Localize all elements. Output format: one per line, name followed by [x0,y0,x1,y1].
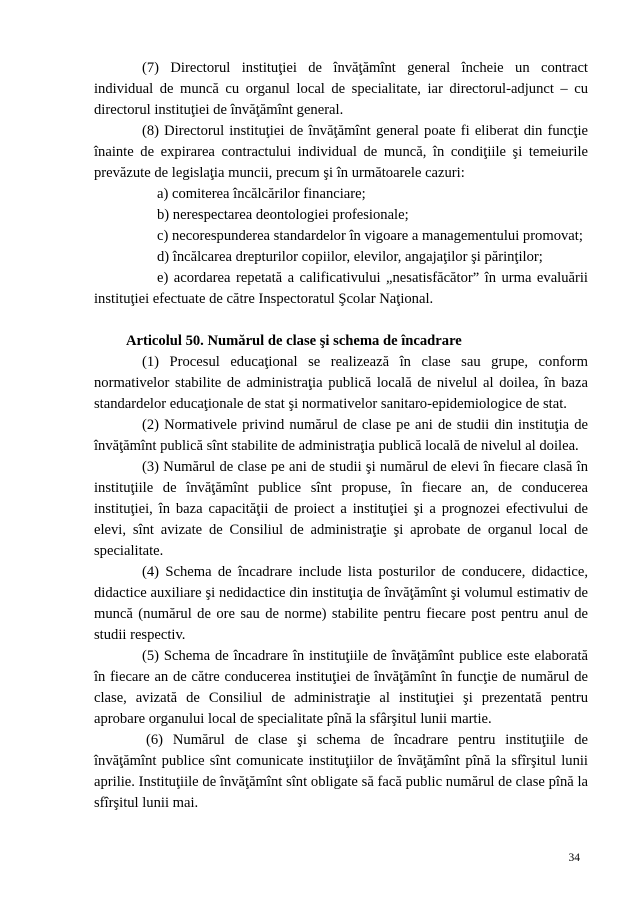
article-paragraph-2: (2) Normativele privind numărul de clase pe ani de studii din instituţia de învăţămînt publică sînt stabilite de administraţia publică locală de nivelul al doilea. [94,417,588,454]
paragraph-7: (7) Directorul instituţiei de învăţămînt general încheie un contract individual de muncă cu organul local de specialitate, iar directorul-adjunct – cu directorul instituţiei de învăţămînt general. [94,60,588,118]
list-item-c: c) necorespunderea standardelor în vigoare a managementului promovat; [157,228,583,244]
page-number: 34 [568,852,580,864]
paragraph-8: (8) Directorul instituţiei de învăţămînt general poate fi eliberat din funcţie înainte de expirarea contractului individual de muncă, în condiţiile şi temeiurile prevăzute de legislaţia muncii, precum şi în următoarele cazuri: [94,123,588,181]
list-item-a: a) comiterea încălcărilor financiare; [157,186,366,202]
article-paragraph-5: (5) Schema de încadrare în instituţiile de învăţămînt publice este elaborată în fiecare an de către conducerea instituţiei de învăţămînt în funcţie de numărul de clase, avizată de Consiliul de administraţie al instituţiei şi prezentată pentru aprobare organului local de specialitate pînă la sfârşitul lunii martie. [94,648,588,727]
document-page [94,58,588,814]
article-heading: Articolul 50. Numărul de clase şi schema de încadrare [126,333,462,349]
list-item-d: d) încălcarea drepturilor copiilor, elevilor, angajaţilor şi părinţilor; [157,249,543,265]
article-paragraph-1: (1) Procesul educaţional se realizează în clase sau grupe, conform normativelor stabilite de administraţia publică locală de nivelul al doilea, în baza standardelor educaţionale de stat şi normativelor sanitaro-epidemiologice de stat. [94,354,588,412]
article-paragraph-3: (3) Numărul de clase pe ani de studii şi numărul de elevi în fiecare clasă în instituţiile de învăţămînt publice sînt propuse, în fiecare an, de conducerea instituţiei, în baza capacităţii de proiect a instituţiei şi a prognozei efectivului de elevi, sînt avizate de Consiliul de administraţie şi aprobate de organul local de specialitate. [94,459,588,559]
article-paragraph-4: (4) Schema de încadrare include lista posturilor de conducere, didactice, didactice auxiliare şi nedidactice din instituţia de învăţămînt şi volumul estimativ de muncă (numărul de ore sau de norme) stabilite pentru fiecare post pentru anul de studii respectiv. [94,564,588,643]
article-paragraph-6: (6) Numărul de clase şi schema de încadrare pentru instituţiile de învăţămînt publice sînt comunicate instituţiilor de învăţămînt pînă la sfîrşitul lunii aprilie. Instituţiile de învăţămînt sînt obligate să facă public numărul de clase pînă la sfîrşitul lunii mai. [94,732,588,811]
list-item-b: b) nerespectarea deontologiei profesionale; [157,207,409,223]
list-item-e: e) acordarea repetată a calificativului „nesatisfăcător” în urma evaluării instituţiei efectuate de către Inspectoratul Şcolar Naţional. [94,270,588,307]
